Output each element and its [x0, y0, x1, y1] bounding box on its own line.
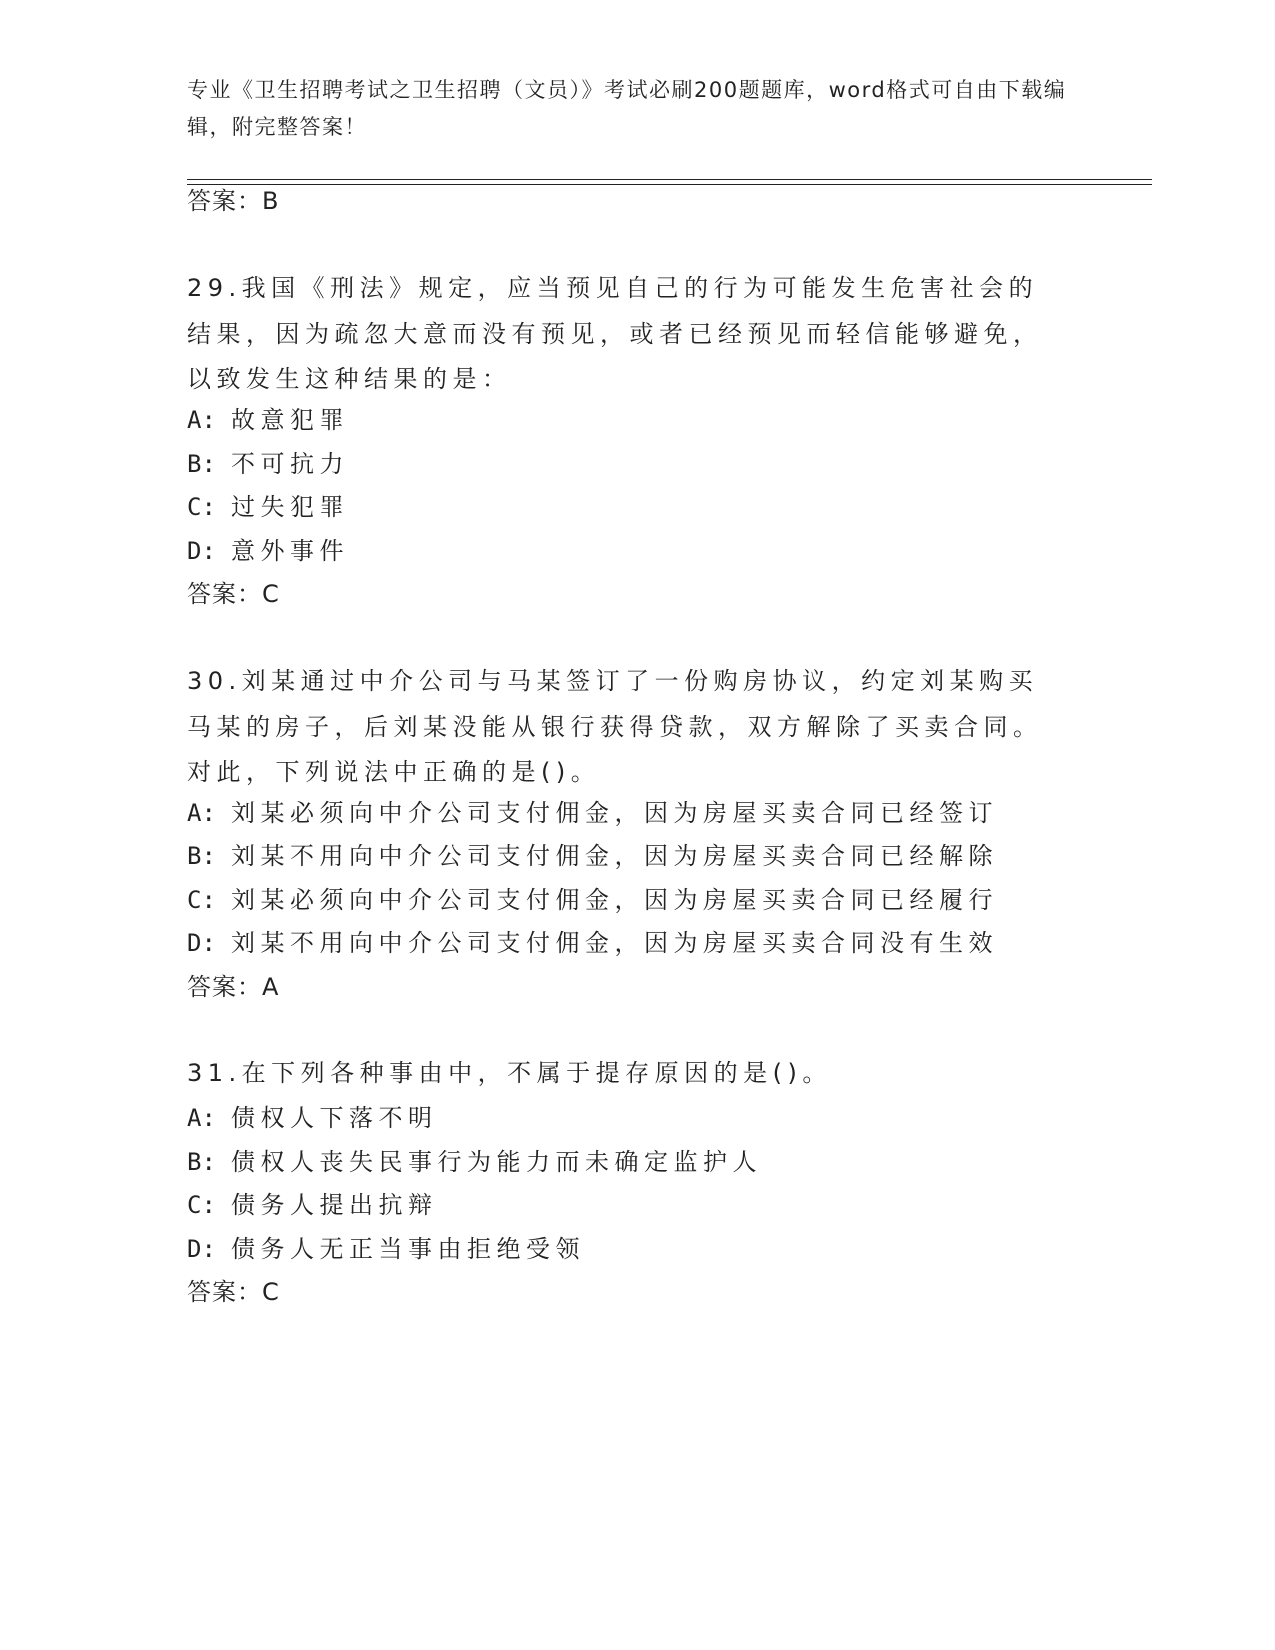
question-31-option-a	[187, 1101, 438, 1135]
header-rule-bottom	[187, 184, 1152, 185]
question-29-option-b	[187, 447, 349, 481]
option-letter: D:	[187, 537, 216, 565]
question-31-option-b	[187, 1145, 762, 1179]
question-29-option-a	[187, 403, 349, 437]
option-letter: A:	[187, 799, 216, 827]
option-text: 过失犯罪	[231, 493, 349, 521]
question-31-answer: 答案：C	[187, 1278, 280, 1306]
option-text: 债务人无正当事由拒绝受领	[231, 1235, 585, 1263]
option-letter: D:	[187, 1235, 216, 1263]
question-31-option-c	[187, 1188, 438, 1222]
question-29-option-d	[187, 534, 349, 568]
question-30-option-d	[187, 926, 998, 960]
question-30-option-a	[187, 796, 998, 830]
option-letter: A:	[187, 406, 216, 434]
question-29-text: 29.我国《刑法》规定，应当预见自己的行为可能发生危害社会的结果，因为疏忽大意而没有预见，或者已经预见而轻信能够避免，以致发生这种结果的是：	[187, 274, 1043, 393]
option-letter: C:	[187, 493, 216, 521]
option-letter: C:	[187, 886, 216, 914]
option-text: 意外事件	[231, 537, 349, 565]
option-text: 债务人提出抗辩	[231, 1191, 438, 1219]
document-header: 专业《卫生招聘考试之卫生招聘（文员）》考试必刷200题题库，word格式可自由下载编辑，附完整答案！	[187, 78, 1067, 139]
question-30-option-c	[187, 883, 998, 917]
header-rule-top	[187, 179, 1152, 180]
option-letter: D:	[187, 929, 216, 957]
option-letter: B:	[187, 450, 216, 478]
option-text: 刘某必须向中介公司支付佣金，因为房屋买卖合同已经履行	[231, 886, 998, 914]
question-31-option-d	[187, 1232, 585, 1266]
question-29-answer: 答案：C	[187, 580, 280, 608]
previous-answer: 答案：B	[187, 187, 280, 215]
option-text: 债权人下落不明	[231, 1104, 438, 1132]
option-letter: C:	[187, 1191, 216, 1219]
option-letter: B:	[187, 1148, 216, 1176]
option-text: 刘某不用向中介公司支付佣金，因为房屋买卖合同没有生效	[231, 929, 998, 957]
option-text: 债权人丧失民事行为能力而未确定监护人	[231, 1148, 762, 1176]
question-30-answer: 答案：A	[187, 973, 280, 1001]
question-31-text: 31.在下列各种事由中，不属于提存原因的是()。	[187, 1059, 832, 1087]
option-text: 不可抗力	[231, 450, 349, 478]
option-letter: A:	[187, 1104, 216, 1132]
question-29-option-c	[187, 490, 349, 524]
question-30-option-b	[187, 839, 998, 873]
option-text: 刘某不用向中介公司支付佣金，因为房屋买卖合同已经解除	[231, 842, 998, 870]
option-text: 刘某必须向中介公司支付佣金，因为房屋买卖合同已经签订	[231, 799, 998, 827]
option-text: 故意犯罪	[231, 406, 349, 434]
option-letter: B:	[187, 842, 216, 870]
question-30-text: 30.刘某通过中介公司与马某签订了一份购房协议，约定刘某购买马某的房子，后刘某没能从银行获得贷款，双方解除了买卖合同。对此，下列说法中正确的是()。	[187, 667, 1043, 786]
